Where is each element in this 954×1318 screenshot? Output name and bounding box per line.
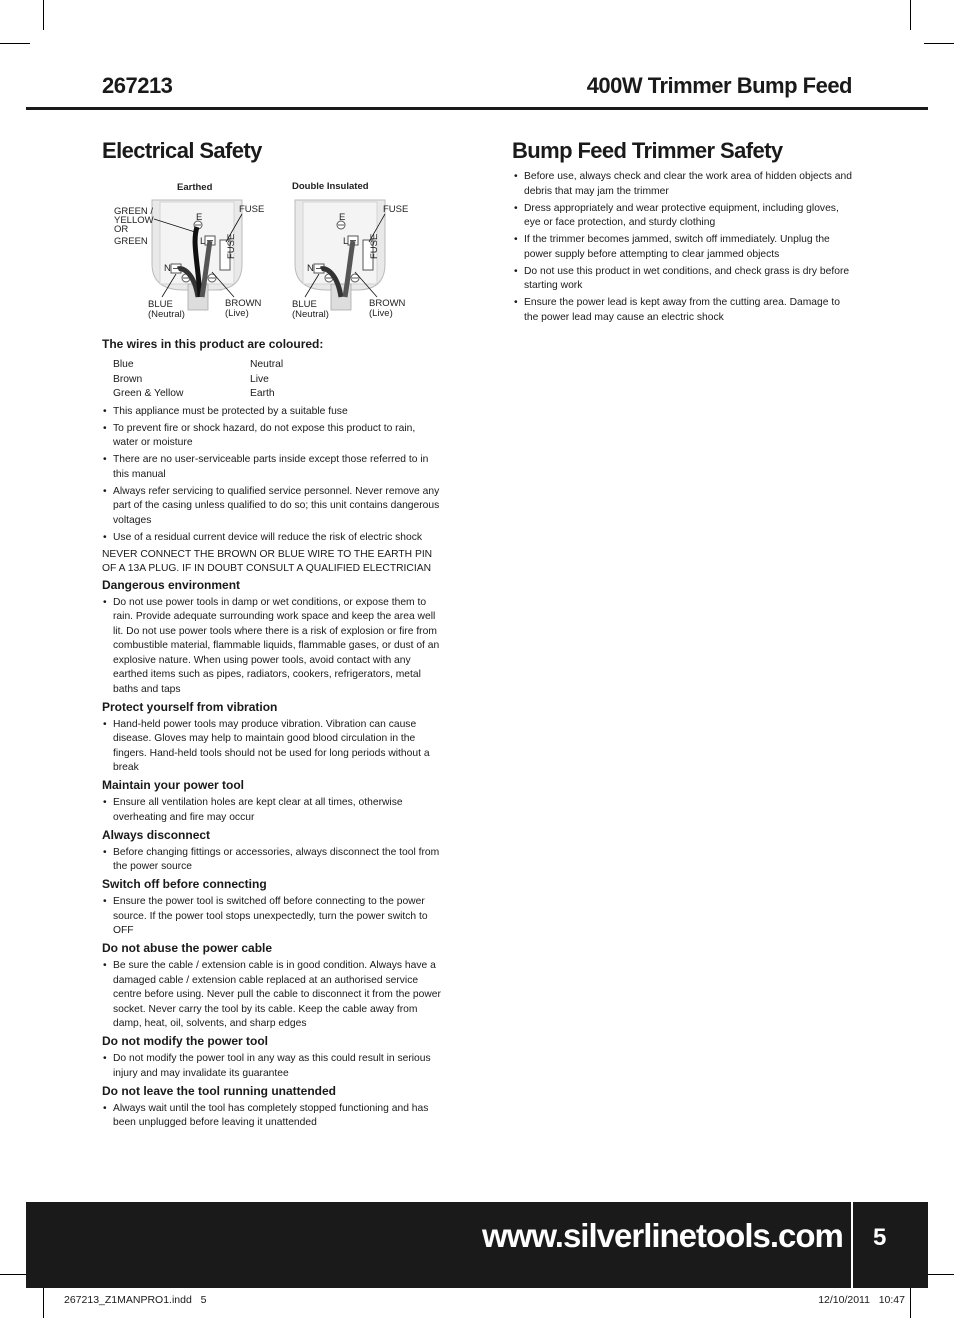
- wire-colour: Blue: [113, 359, 134, 370]
- wire-function: Live: [250, 373, 269, 385]
- wire-row: [113, 358, 283, 373]
- list-item: • Do not modify the power tool in any way as this could result in serious injury and may invalidate its guarantee: [103, 1053, 431, 1079]
- terminal-e-label-2: E: [339, 212, 346, 223]
- product-code: 267213: [102, 73, 173, 98]
- footer-divider: [851, 1202, 853, 1288]
- wire-colour-table: [113, 358, 283, 402]
- green-yellow-label-line2: YELLOW: [114, 215, 154, 226]
- blue-label: BLUE: [148, 299, 173, 310]
- wire-row: [113, 373, 283, 388]
- fuse-label: FUSE: [239, 204, 265, 215]
- list-item: • Do not use this product in wet conditions, and check grass is dry before starting work: [514, 265, 850, 291]
- crop-mark: [910, 1288, 911, 1318]
- green-yellow-label-line4: GREEN: [114, 236, 148, 247]
- list-item: • Ensure all ventilation holes are kept clear at all times, otherwise overheating and fire may occur: [103, 797, 403, 823]
- print-slug-file: 267213_Z1MANPRO1.indd 5: [64, 1294, 207, 1306]
- crop-mark: [924, 1274, 954, 1275]
- list-item: • Be sure the cable / extension cable is in good condition. Always have a damaged cable / extension cable replaced at an authorised service centre before using. Never pull the cable to disconnect it from the power socket. Never carry the tool by its cable. Keep the cable away from damp, heat, oil, solvents, and sharp edges: [103, 960, 441, 1029]
- terminal-e-label: E: [196, 212, 203, 223]
- fuse-text: FUSE: [226, 233, 237, 259]
- blue-sublabel-2: (Neutral): [292, 309, 329, 320]
- wire-colour: Brown: [113, 373, 143, 385]
- section-heading: Maintain your power tool: [102, 778, 245, 792]
- header-rule: [26, 107, 928, 110]
- list-item: • Use of a residual current device will reduce the risk of electric shock: [103, 531, 423, 543]
- blue-label-2: BLUE: [292, 299, 317, 310]
- list-item: • Always wait until the tool has completely stopped functioning and has been unplugged before leaving it unattended: [103, 1102, 429, 1128]
- crop-mark: [43, 0, 44, 30]
- product-title: 400W Trimmer Bump Feed: [586, 73, 852, 98]
- plug-wiring-diagram: [102, 172, 432, 327]
- list-item: • Before use, always check and clear the work area of hidden objects and debris that may jam the trimmer: [514, 171, 852, 197]
- wires-heading: The wires in this product are coloured:: [102, 337, 324, 351]
- list-item: • Hand-held power tools may produce vibration. Vibration can cause disease. Gloves may help to maintain good blood circulation in the fingers. Hand-held tools should not be used for long periods without a break: [103, 718, 430, 773]
- section-heading: Switch off before connecting: [102, 877, 267, 891]
- electrical-safety-body: [102, 336, 442, 1133]
- wire-function: Earth: [250, 388, 275, 399]
- section-heading: Protect yourself from vibration: [102, 699, 278, 714]
- section-heading: Always disconnect: [102, 827, 211, 842]
- crop-mark: [924, 43, 954, 44]
- list-item: • There are no user-serviceable parts inside except those referred to in this manual: [103, 454, 429, 480]
- earth-pin-warning: NEVER CONNECT THE BROWN OR BLUE WIRE TO THE EARTH PIN OF A 13A PLUG. IF IN DOUBT CONSULT A QUALIFIED ELECTRICIAN: [102, 548, 433, 574]
- brown-label-2: BROWN: [369, 298, 406, 309]
- brown-sublabel-2: (Live): [369, 308, 393, 319]
- list-item: • Do not use power tools in damp or wet conditions, or expose them to rain. Provide adequate surrounding work space and keep the area well lit. Do not use power tools where there is a risk of explosion or fire from combustible material, flammable liquids, flammable gases, or dust of an explosive nature. When using power tools, avoid contact with any earthed items such as pipes, radiators, cookers, refrigerators, metal baths and taps: [103, 596, 440, 695]
- green-yellow-label-line3: OR: [114, 224, 129, 235]
- fuse-text-2: FUSE: [369, 233, 380, 259]
- terminal-l-label: L: [200, 236, 206, 247]
- earthed-diagram-title: Earthed: [177, 182, 213, 193]
- electrical-bullet-list: [102, 405, 442, 546]
- bump-feed-safety-body: [513, 170, 853, 328]
- crop-mark: [910, 0, 911, 30]
- brown-sublabel: (Live): [225, 308, 249, 319]
- list-item: • Ensure the power tool is switched off before connecting to the power source. If the power tool stops unexpectedly, turn the power switch to OFF: [103, 896, 428, 936]
- page-number: 5: [873, 1224, 887, 1251]
- list-item: • If the trimmer becomes jammed, switch off immediately. Unplug the power supply before attempting to clear jammed objects: [514, 234, 830, 260]
- bump-feed-bullet-list: [513, 170, 853, 325]
- list-item: • Always refer servicing to qualified service personnel. Never remove any part of the casing unless qualified to do so; this unit contains dangerous voltages: [103, 485, 440, 526]
- crop-mark: [0, 43, 30, 44]
- wire-colour: Green & Yellow: [113, 388, 184, 399]
- list-item: • Ensure the power lead is kept away from the cutting area. Damage to the power lead may cause an electric shock: [514, 297, 840, 323]
- wire-function: Neutral: [250, 359, 284, 370]
- list-item: • Before changing fittings or accessories, always disconnect the tool from the power source: [103, 846, 440, 872]
- website-url[interactable]: www.silverlinetools.com: [482, 1217, 843, 1254]
- section-heading: Dangerous environment: [102, 577, 241, 592]
- double-insulated-diagram-title: Double Insulated: [292, 181, 369, 192]
- list-item: • This appliance must be protected by a suitable fuse: [103, 405, 348, 417]
- terminal-l-label-2: L: [343, 236, 349, 247]
- fuse-label-2: FUSE: [383, 204, 409, 215]
- green-yellow-label-line1: GREEN /: [114, 206, 154, 217]
- brown-label: BROWN: [225, 298, 262, 309]
- list-item: • Dress appropriately and wear protective equipment, including gloves, eye or face protection, and sturdy clothing: [514, 202, 839, 228]
- electrical-safety-title: Electrical Safety: [102, 138, 262, 163]
- crop-mark: [43, 1288, 44, 1318]
- print-slug-datetime: 12/10/2011 10:47: [818, 1294, 905, 1306]
- section-heading: Do not leave the tool running unattended: [102, 1083, 336, 1098]
- list-item: • To prevent fire or shock hazard, do not expose this product to rain, water or moisture: [103, 422, 416, 448]
- bump-feed-safety-title: Bump Feed Trimmer Safety: [512, 138, 783, 163]
- terminal-n-label: N: [164, 263, 171, 274]
- section-heading: Do not abuse the power cable: [102, 941, 273, 955]
- section-heading: Do not modify the power tool: [102, 1034, 268, 1048]
- wire-row: [113, 387, 283, 402]
- blue-sublabel: (Neutral): [148, 309, 185, 320]
- terminal-n-label-2: N: [307, 263, 314, 274]
